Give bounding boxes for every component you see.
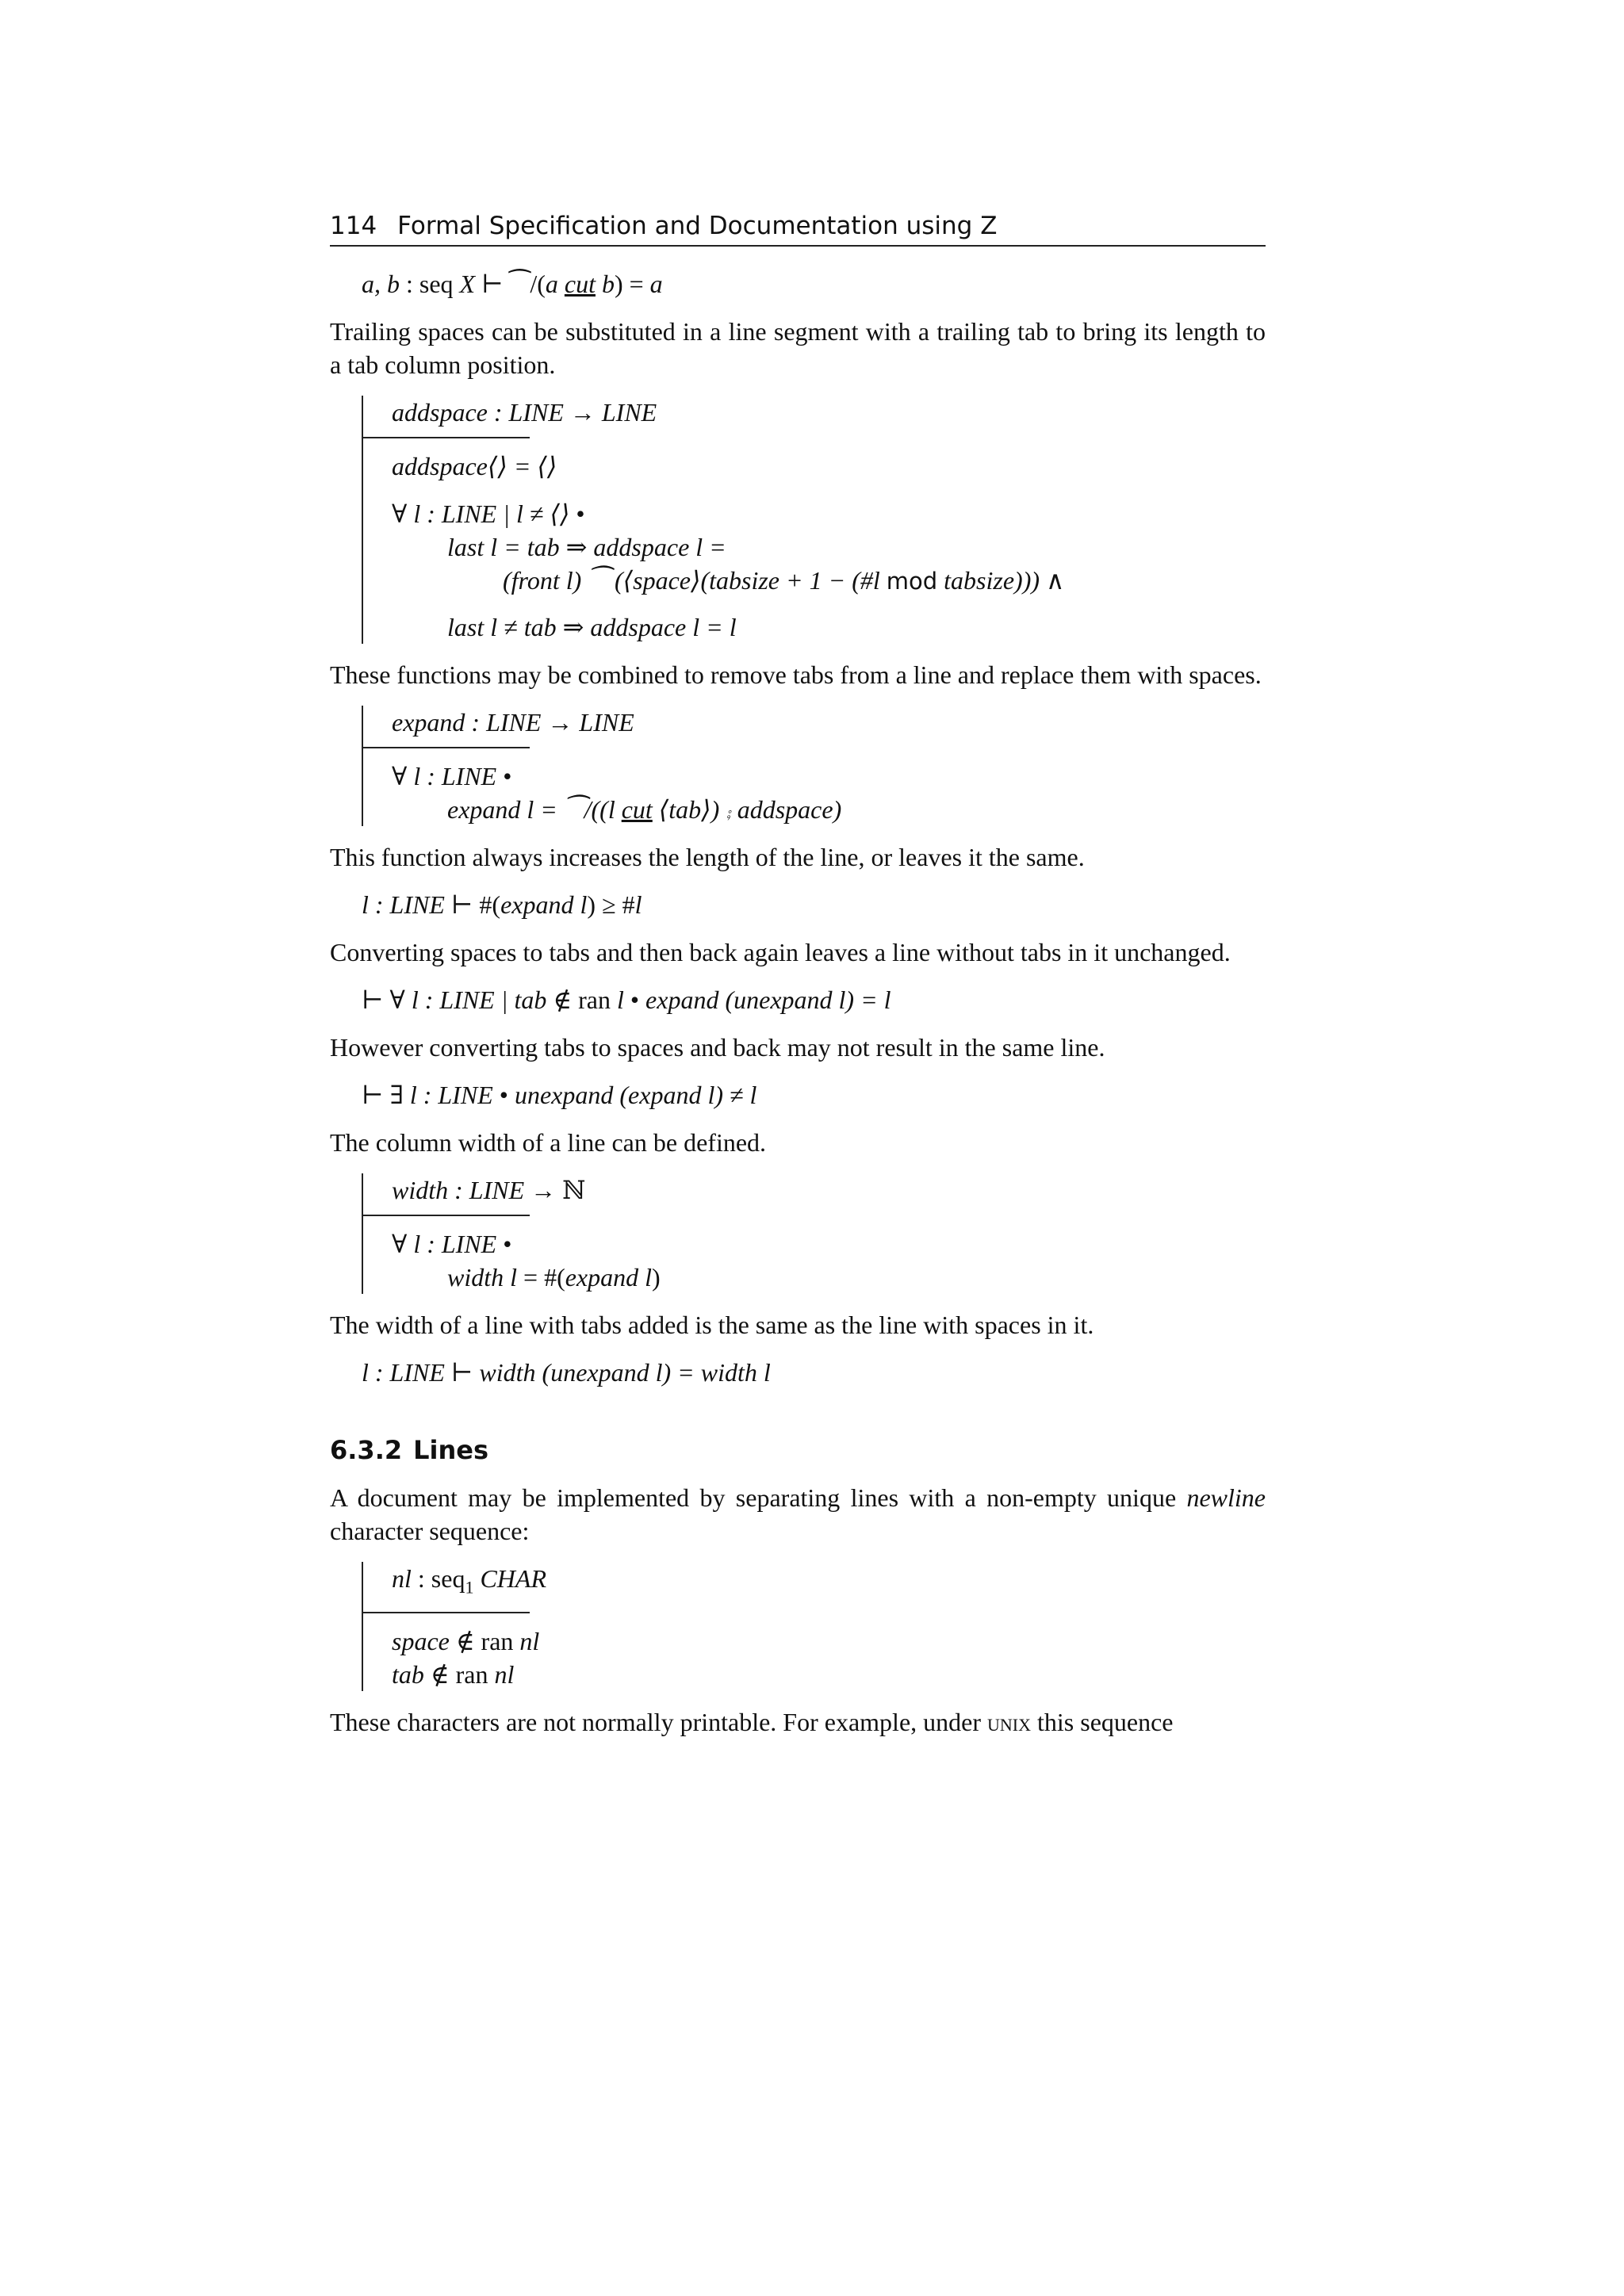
paragraph-trailing-spaces: Trailing spaces can be substituted in a line segment with a trailing tab to bring its length to a tab column position. [330, 317, 1266, 379]
axiom-box-nl [362, 1562, 1266, 1691]
paragraph-increases: This function always increases the length of the line, or leaves it the same. [330, 843, 1085, 871]
axiom-line: space ∉ ran nl [392, 1627, 540, 1656]
schema-divider [363, 747, 530, 748]
formula-cut-law: a, b : seq X ⊢ ⁀/(a cut b) = a [362, 270, 663, 298]
formula-width-unexpand: l : LINE ⊢ width (unexpand l) = width l [362, 1358, 771, 1387]
formula-roundtrip: ⊢ ∀ l : LINE | tab ∉ ran l • expand (unexpand l) = l [362, 985, 891, 1014]
schema-divider [363, 1215, 530, 1216]
schema-divider [363, 437, 530, 438]
paragraph-however: However converting tabs to spaces and back may not result in the same line. [330, 1033, 1105, 1062]
axiom-line: ∀ l : LINE | l ≠ ⟨⟩ • [392, 499, 585, 528]
schema-divider [363, 1612, 530, 1613]
axiom-line: width l = #(expand l) [447, 1263, 661, 1292]
axiom-line: ∀ l : LINE • [392, 1230, 512, 1258]
axiom-line: addspace⟨⟩ = ⟨⟩ [392, 452, 557, 480]
section-heading: 6.3.2 Lines [330, 1435, 488, 1465]
paragraph-combine: These functions may be combined to remove tabs from a line and replace them with spaces. [330, 660, 1262, 689]
paragraph-column-width: The column width of a line can be defined. [330, 1128, 767, 1157]
axiom-line: tab ∉ ran nl [392, 1660, 515, 1689]
running-title: Formal Specification and Documentation using Z [397, 212, 998, 240]
formula-not-inverse: ⊢ ∃ l : LINE • unexpand (expand l) ≠ l [362, 1081, 757, 1109]
signature: width : LINE → ℕ [392, 1176, 586, 1204]
axiom-line: last l ≠ tab ⇒ addspace l = l [447, 613, 737, 641]
axiom-line: ∀ l : LINE • [392, 762, 512, 790]
axiom-box-addspace [362, 396, 1266, 644]
signature: expand : LINE → LINE [392, 708, 634, 737]
axiom-box-expand [362, 706, 1266, 826]
signature: nl : seq$_1$ CHAR [392, 1564, 546, 1598]
axiom-line: (front l) ⁀ (⟨space⟩(tabsize + 1 − (#l mod tabsize))) ∧ [503, 566, 1065, 595]
axiom-line: last l = tab ⇒ addspace l = [447, 533, 726, 561]
paragraph-converting: Converting spaces to tabs and then back again leaves a line without tabs in it unchanged. [330, 938, 1231, 966]
axiom-line: expand l = ⁀/((l cut ⟨tab⟩) ⨾ addspace) [447, 795, 842, 824]
page-content [330, 210, 1266, 1739]
paragraph-newline: A document may be implemented by separating lines with a non-empty unique newline character sequence: [330, 1483, 1266, 1545]
formula-expand-length: l : LINE ⊢ #(expand l) ≥ #l [362, 890, 642, 919]
running-header [330, 210, 1266, 247]
paragraph-not-printable: These characters are not normally printable. For example, under unix this sequence [330, 1708, 1174, 1737]
axiom-box-width [362, 1173, 1266, 1294]
signature: addspace : LINE → LINE [392, 398, 657, 427]
page-number: 114 [330, 212, 377, 240]
paragraph-width-tabs: The width of a line with tabs added is the same as the line with spaces in it. [330, 1311, 1094, 1339]
